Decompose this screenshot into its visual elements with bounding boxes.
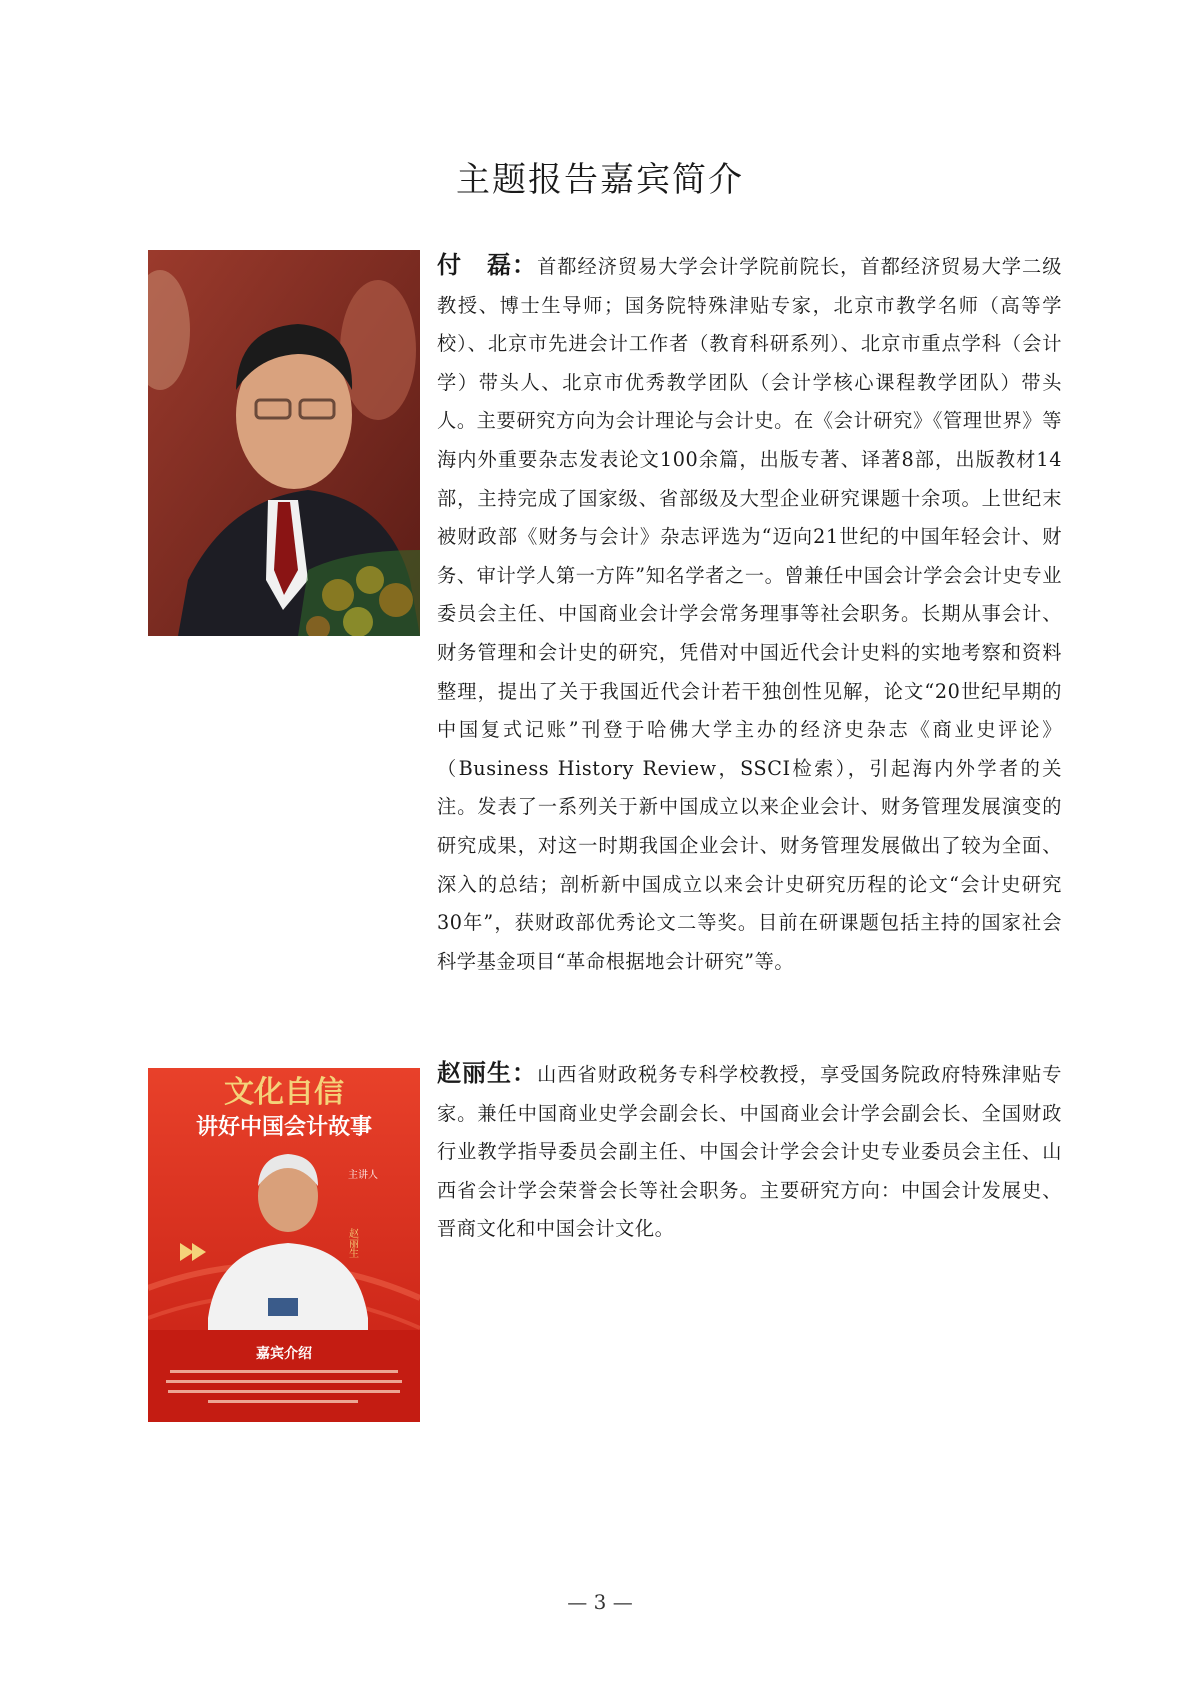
poster-speaker-name: 赵丽生 bbox=[346, 1228, 358, 1258]
speaker-bio-zhao-lisheng bbox=[437, 1054, 1062, 1249]
poster-speaker-tag: 主讲人 bbox=[348, 1170, 378, 1181]
poster-image bbox=[148, 1068, 420, 1422]
speaker-poster-zhao-lisheng bbox=[148, 1068, 420, 1422]
page-title: 主题报告嘉宾简介 bbox=[456, 160, 744, 200]
portrait-image bbox=[148, 250, 420, 636]
poster-headline-2: 讲好中国会计故事 bbox=[195, 1115, 373, 1140]
speaker-bio-fu-lei bbox=[437, 246, 1062, 981]
speaker-name: 赵丽生： bbox=[437, 1059, 538, 1087]
speaker-name: 付 磊： bbox=[437, 251, 538, 279]
poster-caption: 嘉宾介绍 bbox=[256, 1346, 312, 1362]
page-number: — 3 — bbox=[567, 1590, 633, 1614]
speaker-bio-text: 首都经济贸易大学会计学院前院长，首都经济贸易大学二级教授、博士生导师；国务院特殊津贴专家，北京市教学名师（高等学校）、北京市先进会计工作者（教育科研系列）、北京市重点学科（会计学）带头人、北京市优秀教学团队（会计学核心课程教学团队）带头人。主要研究方向为会计理论与会计史。在《会计研究》《管理世界》等海内外重要杂志发表论文100余篇，出版专著、译著8部，出版教材14部，主持完成了国家级、省部级及大型企业研究课题十余项。上世纪末被财政部《财务与会计》杂志评选为“迈向21世纪的中国年轻会计、财务、审计学人第一方阵”知名学者之一。曾兼任中国会计学会会计史专业委员会主任、中国商业会计学会常务理事等社会职务。长期从事会计、财务管理和会计史的研究，凭借对中国近代会计史料的实地考察和资料整理，提出了关于我国近代会计若干独创性见解，论文“20世纪早期的中国复式记账”刊登于哈佛大学主办的经济史杂志《商业史评论》（Business History Review，SSCI检索），引起海内外学者的关注。发表了一系列关于新中国成立以来企业会计、财务管理发展演变的研究成果，对这一时期我国企业会计、财务管理发展做出了较为全面、深入的总结；剖析新中国成立以来会计史研究历程的论文“会计史研究30年”，获财政部优秀论文二等奖。目前在研课题包括主持的国家社会科学基金项目“革命根据地会计研究”等。 bbox=[437, 255, 1062, 973]
speaker-photo-fu-lei bbox=[148, 250, 420, 636]
speaker-bio-text: 山西省财政税务专科学校教授，享受国务院政府特殊津贴专家。兼任中国商业史学会副会长、中国商业会计学会副会长、全国财政行业教学指导委员会副主任、中国会计学会会计史专业委员会主任、山西省会计学会荣誉会长等社会职务。主要研究方向：中国会计发展史、晋商文化和中国会计文化。 bbox=[437, 1063, 1062, 1241]
poster-headline-1: 文化自信 bbox=[224, 1075, 344, 1110]
